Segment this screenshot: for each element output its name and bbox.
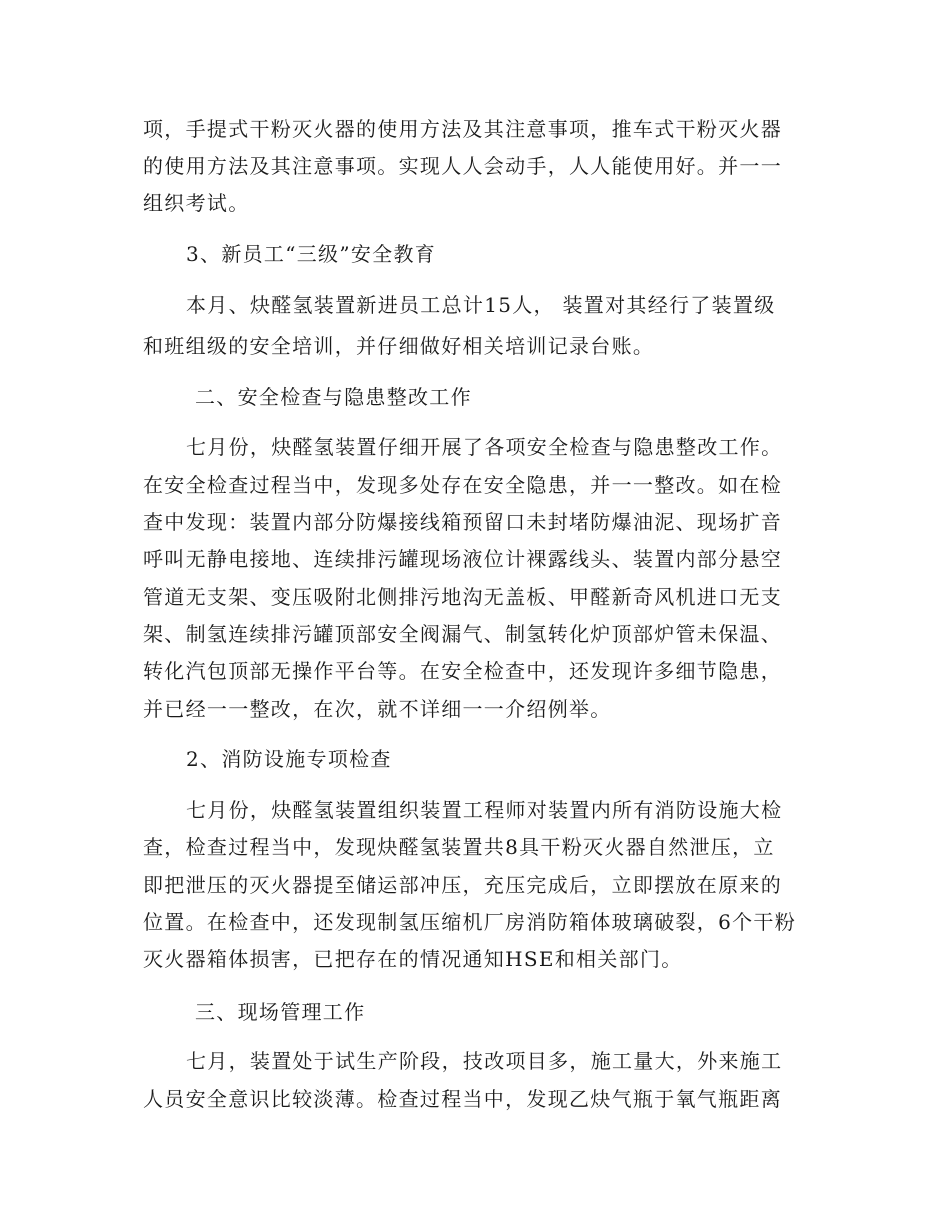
paragraph-line: 本月、炔醛氢装置新进员工总计15人， 装置对其经行了装置级 xyxy=(186,293,776,317)
subheading-fire-facilities: 2、消防设施专项检查 xyxy=(186,747,392,771)
paragraph-line: 七月份，炔醛氢装置仔细开展了各项安全检查与隐患整改工作。 xyxy=(186,435,783,459)
paragraph-line: 位置。在检查中，还发现制氢压缩机厂房消防箱体玻璃破裂，6个干粉 xyxy=(143,910,797,934)
paragraph-line: 管道无支架、变压吸附北侧排污地沟无盖板、甲醛新奇风机进口无支 xyxy=(143,585,782,609)
paragraph-line: 和班组级的安全培训，并仔细做好相关培训记录台账。 xyxy=(143,334,655,358)
paragraph-line: 即把泄压的灭火器提至储运部冲压，充压完成后，立即摆放在原来的 xyxy=(143,873,782,897)
paragraph-line: 在安全检查过程当中，发现多处存在安全隐患，并一一整改。如在检 xyxy=(143,473,782,497)
paragraph-line: 七月份，炔醛氢装置组织装置工程师对装置内所有消防设施大检 xyxy=(186,798,783,822)
paragraph-line: 并已经一一整改，在次，就不详细一一介绍例举。 xyxy=(143,697,612,721)
paragraph-line: 转化汽包顶部无操作平台等。在安全检查中，还发现许多细节隐患， xyxy=(143,659,782,683)
paragraph-line: 架、制氢连续排污罐顶部安全阀漏气、制氢转化炉顶部炉管未保温、 xyxy=(143,622,782,646)
paragraph-line: 项，手提式干粉灭火器的使用方法及其注意事项，推车式干粉灭火器 xyxy=(143,117,782,141)
subheading-new-staff-training: 3、新员工“三级”安全教育 xyxy=(186,242,437,266)
paragraph-line: 人员安全意识比较淡薄。检查过程当中，发现乙炔气瓶于氧气瓶距离 xyxy=(143,1087,782,1111)
paragraph-line: 的使用方法及其注意事项。实现人人会动手，人人能使用好。并一一 xyxy=(143,154,782,178)
paragraph-line: 灭火器箱体损害，已把存在的情况通知HSE和相关部门。 xyxy=(143,947,683,971)
paragraph-line: 七月，装置处于试生产阶段，技改项目多，施工量大，外来施工 xyxy=(186,1049,783,1073)
paragraph-line: 查，检查过程当中，发现炔醛氢装置共8具干粉灭火器自然泄压，立 xyxy=(143,835,775,859)
paragraph-line: 查中发现：装置内部分防爆接线箱预留口未封堵防爆油泥、现场扩音 xyxy=(143,510,782,534)
paragraph-line: 呼叫无静电接地、连续排污罐现场液位计裸露线头、装置内部分悬空 xyxy=(143,547,782,571)
section-heading-site-management: 三、现场管理工作 xyxy=(195,1000,366,1024)
paragraph-line: 组织考试。 xyxy=(143,191,250,215)
section-heading-safety-inspection: 二、安全检查与隐患整改工作 xyxy=(195,385,472,409)
